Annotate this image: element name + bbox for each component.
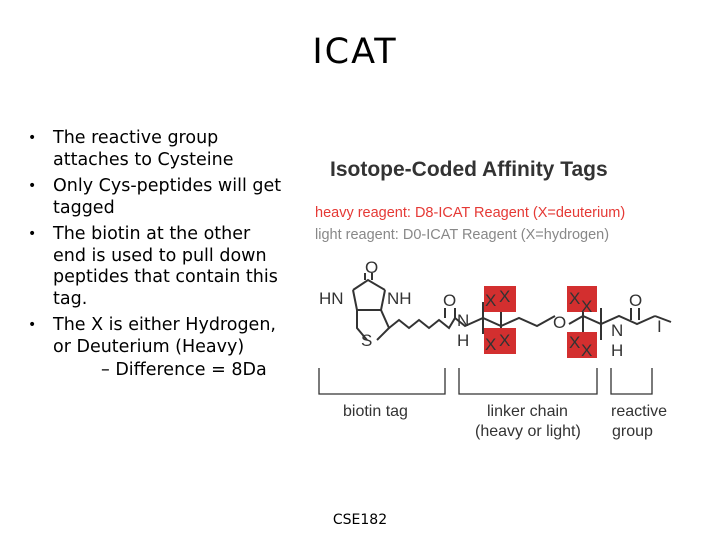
section-brackets <box>319 368 652 394</box>
bullet-text: Only Cys-peptides will get tagged <box>53 176 282 218</box>
slide-footer: CSE182 <box>332 512 388 528</box>
reactive-group-sublabel: group <box>612 423 653 440</box>
atom-nh: NH <box>387 289 412 308</box>
linker-chain-label: linker chain <box>487 403 568 420</box>
atom-h: H <box>611 341 624 360</box>
x-label: X <box>499 287 511 306</box>
atom-hn: HN <box>319 289 344 308</box>
light-reagent-line: light reagent: D0-ICAT Reagent (X=hydrogen) <box>315 227 610 243</box>
x-label: X <box>485 291 497 310</box>
reactive-group-label: reactive <box>611 403 668 420</box>
x-label: X <box>569 333 581 352</box>
x-label: X <box>581 297 593 316</box>
bullet-text: The reactive group attaches to Cysteine <box>53 128 234 170</box>
bullet-text: The X is either Hydrogen, or Deuterium (Heavy) <box>53 315 276 357</box>
diagram-heading: Isotope-Coded Affinity Tags <box>330 158 608 181</box>
bullet-dot-icon: • <box>28 130 37 146</box>
sub-bullet: – Difference = 8Da <box>101 360 267 380</box>
atom-o: O <box>553 313 567 332</box>
bullet-item <box>28 128 288 171</box>
icat-diagram <box>305 150 685 450</box>
atom-n: N <box>611 321 624 340</box>
bullet-text: The biotin at the other end is used to pull down peptides that contain this tag. <box>53 224 278 309</box>
bullet-dot-icon: • <box>28 317 37 333</box>
atom-i: I <box>657 317 662 336</box>
x-label: X <box>499 331 511 350</box>
bullet-dot-icon: • <box>28 178 37 194</box>
bullet-item <box>28 176 288 219</box>
slide-title: ICAT <box>312 32 398 72</box>
bullet-list <box>28 128 288 387</box>
heavy-reagent-line: heavy reagent: D8-ICAT Reagent (X=deuterium) <box>315 205 626 221</box>
atom-s: S <box>361 331 373 350</box>
atom-h: H <box>457 331 470 350</box>
bullet-item <box>28 224 288 310</box>
bullet-item <box>28 315 288 382</box>
x-label: X <box>581 341 593 360</box>
sub-bullet-text: Difference = 8Da <box>115 360 267 380</box>
atom-o: O <box>629 291 643 310</box>
atom-n: N <box>457 311 470 330</box>
linker-chain-sublabel: (heavy or light) <box>475 423 581 440</box>
x-label: X <box>569 289 581 308</box>
atom-o: O <box>443 291 457 310</box>
biotin-tag-label: biotin tag <box>343 403 408 420</box>
atom-o: O <box>365 258 379 277</box>
x-label: X <box>485 335 497 354</box>
bullet-dot-icon: • <box>28 226 37 242</box>
